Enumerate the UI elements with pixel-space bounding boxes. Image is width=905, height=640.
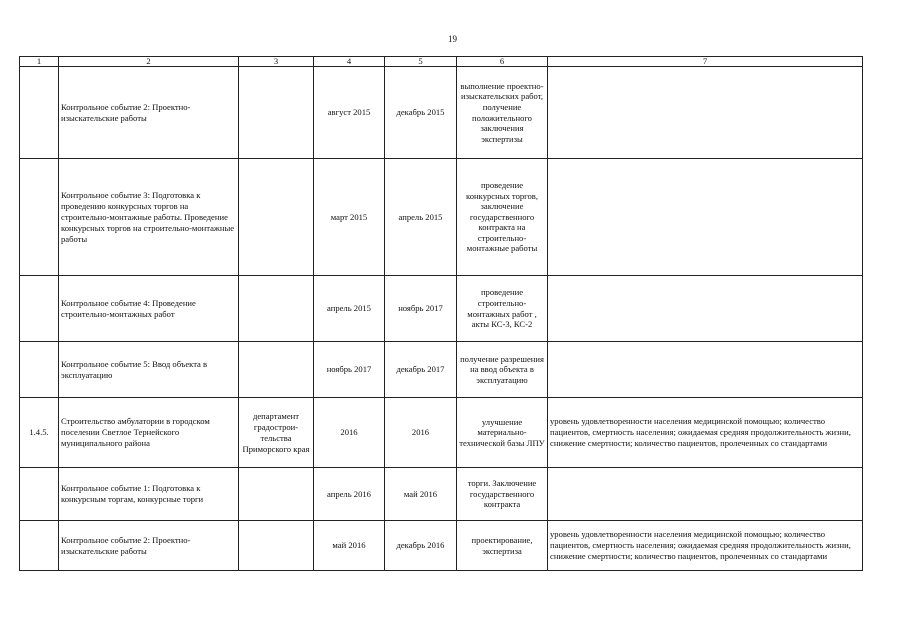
table-row (20, 342, 863, 398)
executor (239, 468, 314, 521)
end-date: декабрь 2015 (385, 67, 457, 159)
page-number: 19 (448, 34, 457, 44)
event-name: Контрольное событие 1: Подготовка к конкурсным торгам, конкурсные торги (59, 468, 239, 521)
expected-result: проведение строительно-монтажных работ , акты КС-3, КС-2 (457, 276, 548, 342)
end-date: апрель 2015 (385, 159, 457, 276)
indicator (548, 276, 863, 342)
end-date: 2016 (385, 398, 457, 468)
indicator (548, 342, 863, 398)
header-cell: 5 (385, 57, 457, 67)
end-date: декабрь 2017 (385, 342, 457, 398)
expected-result: торги. Заключение государственного контракта (457, 468, 548, 521)
start-date: апрель 2015 (314, 276, 385, 342)
event-name: Контрольное событие 2: Проектно-изыскательские работы (59, 67, 239, 159)
event-name: Контрольное событие 5: Ввод объекта в эксплуатацию (59, 342, 239, 398)
start-date: 2016 (314, 398, 385, 468)
event-name: Контрольное событие 2: Проектно-изыскательские работы (59, 521, 239, 571)
row-number: 1.4.5. (20, 398, 59, 468)
table-row (20, 521, 863, 571)
row-number (20, 521, 59, 571)
events-table (19, 56, 863, 571)
expected-result: улучшение материально-технической базы ЛПУ (457, 398, 548, 468)
table-row (20, 468, 863, 521)
indicator (548, 468, 863, 521)
row-number (20, 468, 59, 521)
executor (239, 521, 314, 571)
header-cell: 1 (20, 57, 59, 67)
expected-result: проведение конкурсных торгов, заключение государственного контракта на строительно-монтажные работы (457, 159, 548, 276)
header-cell: 2 (59, 57, 239, 67)
indicator (548, 159, 863, 276)
expected-result: проектирование, экспертиза (457, 521, 548, 571)
start-date: ноябрь 2017 (314, 342, 385, 398)
row-number (20, 342, 59, 398)
table-row (20, 276, 863, 342)
executor (239, 67, 314, 159)
event-name: Контрольное событие 4: Проведение строительно-монтажных работ (59, 276, 239, 342)
row-number (20, 67, 59, 159)
start-date: март 2015 (314, 159, 385, 276)
expected-result: получение разрешения на ввод объекта в эксплуатацию (457, 342, 548, 398)
expected-result: выполнение проектно-изыскательских работ, получение положительного заключения экспертизы (457, 67, 548, 159)
indicator: уровень удовлетворенности населения медицинской помощью; количество пациентов, смертность населения; ожидаемая средняя продолжительность жизни, снижение смертности; количество пациентов, пролеченных со стандартами (548, 398, 863, 468)
executor (239, 159, 314, 276)
executor (239, 342, 314, 398)
table-row (20, 67, 863, 159)
event-name: Контрольное событие 3: Подготовка к проведению конкурсных торгов на строительно-монтажные работы. Проведение конкурсных торгов на строительно-монтажные работы (59, 159, 239, 276)
header-cell: 4 (314, 57, 385, 67)
header-cell: 3 (239, 57, 314, 67)
end-date: декабрь 2016 (385, 521, 457, 571)
table-header-row (20, 57, 863, 67)
indicator (548, 67, 863, 159)
header-cell: 7 (548, 57, 863, 67)
end-date: ноябрь 2017 (385, 276, 457, 342)
row-number (20, 159, 59, 276)
row-number (20, 276, 59, 342)
start-date: апрель 2016 (314, 468, 385, 521)
table-row (20, 398, 863, 468)
start-date: август 2015 (314, 67, 385, 159)
start-date: май 2016 (314, 521, 385, 571)
indicator: уровень удовлетворенности населения медицинской помощью; количество пациентов, смертность населения; ожидаемая средняя продолжительность жизни, снижение смертности; количество пациентов, пролеченных со стандартами (548, 521, 863, 571)
executor: департамент градострои-тельства Приморского края (239, 398, 314, 468)
event-name: Строительство амбулатории в городском поселении Светлое Тернейского муниципального района (59, 398, 239, 468)
end-date: май 2016 (385, 468, 457, 521)
executor (239, 276, 314, 342)
header-cell: 6 (457, 57, 548, 67)
table-row (20, 159, 863, 276)
